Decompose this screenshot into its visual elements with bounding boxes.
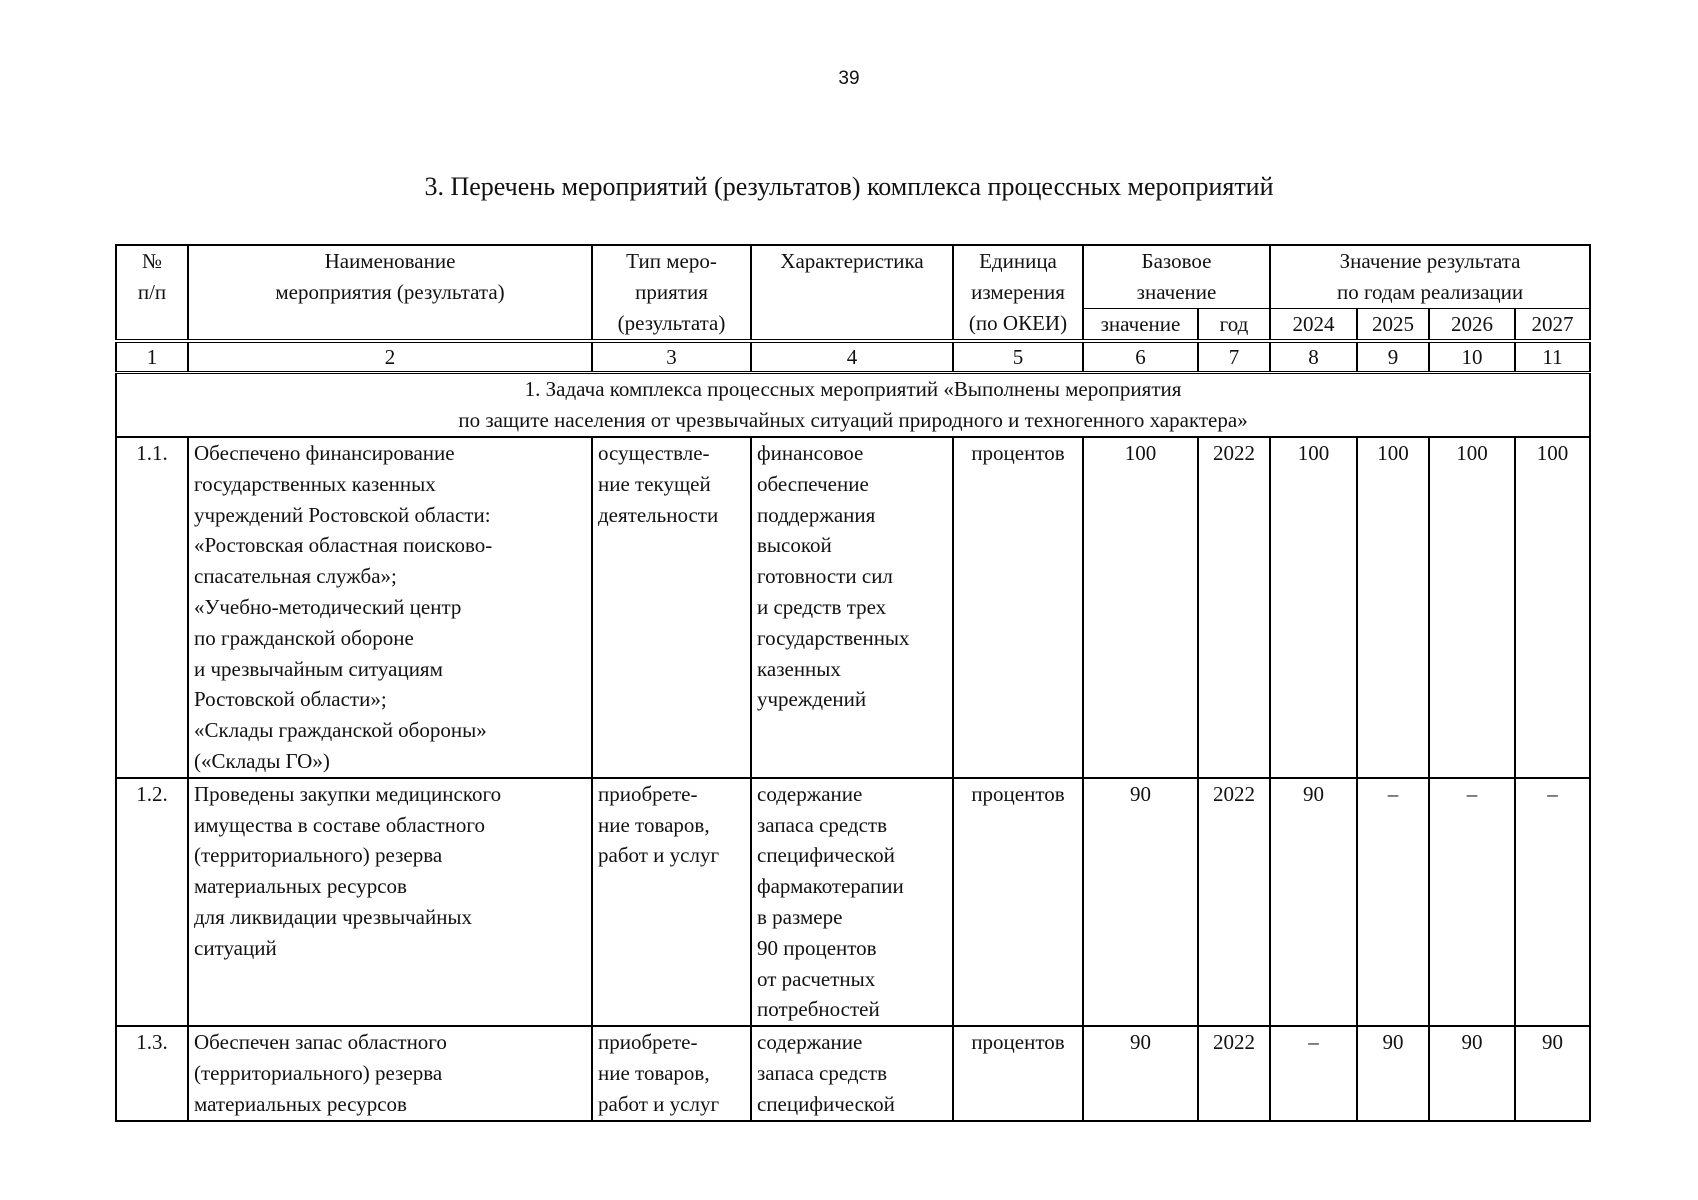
row-value-2025: 90 bbox=[1357, 1026, 1429, 1120]
column-number: 7 bbox=[1198, 341, 1270, 373]
row-type: осуществле- ние текущей деятельности bbox=[592, 437, 751, 778]
row-value-2027: – bbox=[1515, 778, 1590, 1026]
row-value-2024: – bbox=[1270, 1026, 1357, 1120]
header-type: Тип меро- приятия (результата) bbox=[592, 245, 751, 341]
column-number: 9 bbox=[1357, 341, 1429, 373]
table-row bbox=[116, 437, 1590, 778]
header-year-2027: 2027 bbox=[1515, 308, 1590, 341]
row-value-2027: 100 bbox=[1515, 437, 1590, 778]
row-value-2026: 100 bbox=[1429, 437, 1515, 778]
column-number: 4 bbox=[751, 341, 953, 373]
header-base-year: год bbox=[1198, 308, 1270, 341]
row-base-value: 90 bbox=[1083, 778, 1198, 1026]
column-number: 1 bbox=[116, 341, 188, 373]
column-number: 11 bbox=[1515, 341, 1590, 373]
column-numbers-row bbox=[116, 341, 1590, 373]
header-base: Базовое значение bbox=[1083, 245, 1270, 308]
task-title: 1. Задача комплекса процессных мероприятий «Выполнены мероприятия по защите населения от чрезвычайных ситуаций природного и техногенного характера» bbox=[116, 373, 1590, 437]
row-number: 1.3. bbox=[116, 1026, 188, 1120]
header-result-by-year: Значение результата по годам реализации bbox=[1270, 245, 1590, 308]
row-base-year: 2022 bbox=[1198, 778, 1270, 1026]
row-base-value: 100 bbox=[1083, 437, 1198, 778]
table-row bbox=[116, 1026, 1590, 1120]
header-unit: Единица измерения (по ОКЕИ) bbox=[953, 245, 1083, 341]
row-value-2026: 90 bbox=[1429, 1026, 1515, 1120]
column-number: 6 bbox=[1083, 341, 1198, 373]
row-type: приобрете- ние товаров, работ и услуг bbox=[592, 1026, 751, 1120]
row-unit: процентов bbox=[953, 778, 1083, 1026]
row-name: Обеспечен запас областного (территориального) резерва материальных ресурсов bbox=[188, 1026, 592, 1120]
row-value-2024: 90 bbox=[1270, 778, 1357, 1026]
row-value-2027: 90 bbox=[1515, 1026, 1590, 1120]
row-characteristic: финансовое обеспечение поддержания высокой готовности сил и средств трех государственных казенных учреждений bbox=[751, 437, 953, 778]
header-name: Наименование мероприятия (результата) bbox=[188, 245, 592, 341]
document-title: 3. Перечень мероприятий (результатов) комплекса процессных мероприятий bbox=[424, 172, 1274, 201]
header-characteristic: Характеристика bbox=[751, 245, 953, 341]
header-year-2026: 2026 bbox=[1429, 308, 1515, 341]
row-number: 1.2. bbox=[116, 778, 188, 1026]
header-base-value: значение bbox=[1083, 308, 1198, 341]
row-value-2026: – bbox=[1429, 778, 1515, 1026]
row-value-2025: – bbox=[1357, 778, 1429, 1026]
row-number: 1.1. bbox=[116, 437, 188, 778]
row-characteristic: содержание запаса средств специфической bbox=[751, 1026, 953, 1120]
row-base-year: 2022 bbox=[1198, 1026, 1270, 1120]
results-table bbox=[115, 244, 1591, 1122]
page-number: 39 bbox=[838, 68, 860, 89]
task-row bbox=[116, 373, 1590, 437]
header-year-2025: 2025 bbox=[1357, 308, 1429, 341]
row-value-2025: 100 bbox=[1357, 437, 1429, 778]
row-base-value: 90 bbox=[1083, 1026, 1198, 1120]
column-number: 8 bbox=[1270, 341, 1357, 373]
row-unit: процентов bbox=[953, 437, 1083, 778]
row-name: Проведены закупки медицинского имущества в составе областного (территориального) резерва материальных ресурсов для ликвидации чрезвычайных ситуаций bbox=[188, 778, 592, 1026]
column-number: 5 bbox=[953, 341, 1083, 373]
column-number: 10 bbox=[1429, 341, 1515, 373]
table-row bbox=[116, 778, 1590, 1026]
row-base-year: 2022 bbox=[1198, 437, 1270, 778]
column-number: 3 bbox=[592, 341, 751, 373]
column-number: 2 bbox=[188, 341, 592, 373]
row-characteristic: содержание запаса средств специфической фармакотерапии в размере 90 процентов от расчетных потребностей bbox=[751, 778, 953, 1026]
header-number: № п/п bbox=[116, 245, 188, 341]
header-year-2024: 2024 bbox=[1270, 308, 1357, 341]
row-unit: процентов bbox=[953, 1026, 1083, 1120]
row-type: приобрете- ние товаров, работ и услуг bbox=[592, 778, 751, 1026]
row-value-2024: 100 bbox=[1270, 437, 1357, 778]
row-name: Обеспечено финансирование государственных казенных учреждений Ростовской области: «Ростовская областная поисково- спасательная служба»; «Учебно-методический центр по гражданской обороне и чрезвычайным ситуациям Ростовской области»; «Склады гражданской обороны» («Склады ГО») bbox=[188, 437, 592, 778]
